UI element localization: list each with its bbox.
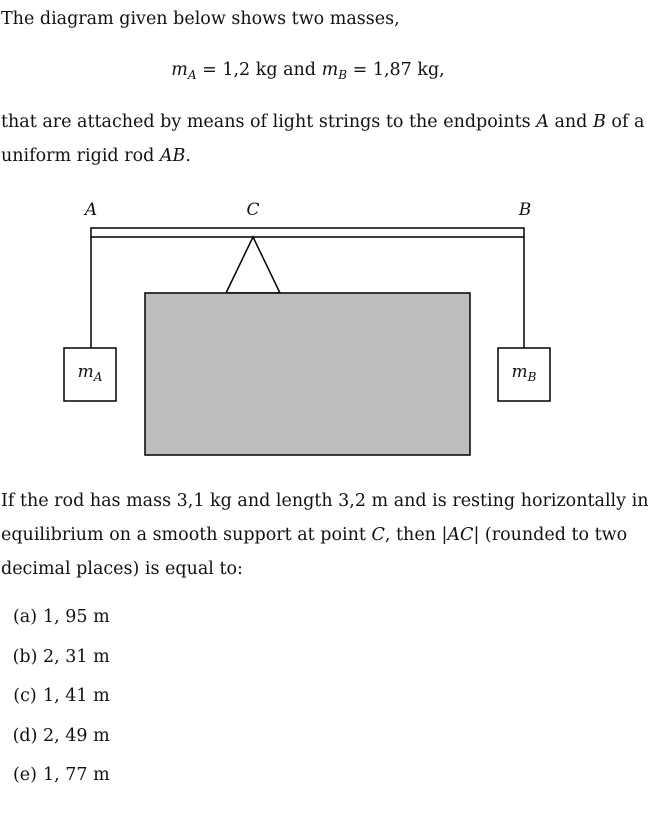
mass-a-symbol: m — [171, 60, 188, 80]
option-value: 2, 49 m — [43, 725, 110, 746]
desc-and: and — [554, 112, 588, 132]
label-a: A — [84, 200, 98, 220]
desc-part-1: that are attached by means of light strings to the endpoints — [1, 112, 531, 132]
option-value: 1, 95 m — [43, 607, 110, 627]
support-block — [145, 293, 470, 455]
mass-b-label-m: m — [511, 362, 528, 382]
answer-options — [8, 600, 110, 798]
mass-a-label — [64, 362, 116, 384]
mass-a-subscript: A — [187, 68, 197, 82]
option-letter: (c) — [13, 686, 37, 707]
desc-point-b: B — [592, 112, 606, 132]
label-b: B — [518, 200, 532, 220]
rod-diagram — [40, 190, 580, 470]
q-line-2b: , then | — [384, 525, 448, 545]
option-b[interactable] — [8, 640, 110, 680]
option-value: 1, 77 m — [43, 765, 110, 786]
option-letter: (e) — [12, 765, 37, 786]
mass-a-value: = 1,2 kg and — [202, 60, 317, 80]
mass-b-subscript: B — [338, 68, 348, 82]
mass-a-label-sub: A — [93, 370, 103, 384]
intro-text: The diagram given below shows two masses, — [1, 9, 400, 29]
mass-equation — [0, 53, 616, 92]
desc-point-a: A — [536, 112, 549, 132]
mass-b-symbol: m — [321, 60, 339, 80]
q-line-2a: equilibrium on a smooth support at point — [1, 525, 366, 545]
question-text — [1, 484, 648, 586]
support-triangle — [226, 237, 280, 293]
option-c[interactable] — [8, 679, 110, 719]
option-a[interactable] — [8, 600, 110, 640]
option-value: 2, 31 m — [43, 646, 110, 667]
q-line-3: decimal places) is equal to: — [1, 559, 243, 579]
q-point-c: C — [371, 525, 385, 545]
rod-diagram-svg — [40, 190, 580, 470]
desc-rod-ab: AB — [159, 146, 186, 166]
desc-part-3: uniform rigid rod — [1, 146, 155, 166]
q-line-2c: | (rounded to two — [473, 525, 628, 545]
mass-b-label-sub: B — [527, 370, 537, 384]
option-letter: (b) — [12, 646, 38, 667]
option-letter: (d) — [12, 725, 38, 746]
option-e[interactable] — [8, 758, 110, 798]
option-d[interactable] — [8, 719, 110, 759]
mass-b-label — [498, 362, 550, 384]
option-value: 1, 41 m — [43, 686, 110, 707]
rod — [91, 228, 524, 237]
mass-b-value: = 1,87 kg, — [352, 60, 445, 80]
desc-period: . — [185, 146, 191, 166]
desc-part-2: of a — [611, 112, 645, 132]
q-line-1: If the rod has mass 3,1 kg and length 3,2 m and is resting horizontally in — [1, 491, 649, 511]
q-ac: AC — [447, 525, 474, 545]
option-letter: (a) — [12, 607, 38, 627]
description-text — [1, 105, 644, 173]
mass-a-label-m: m — [77, 362, 94, 382]
label-c: C — [246, 200, 260, 220]
